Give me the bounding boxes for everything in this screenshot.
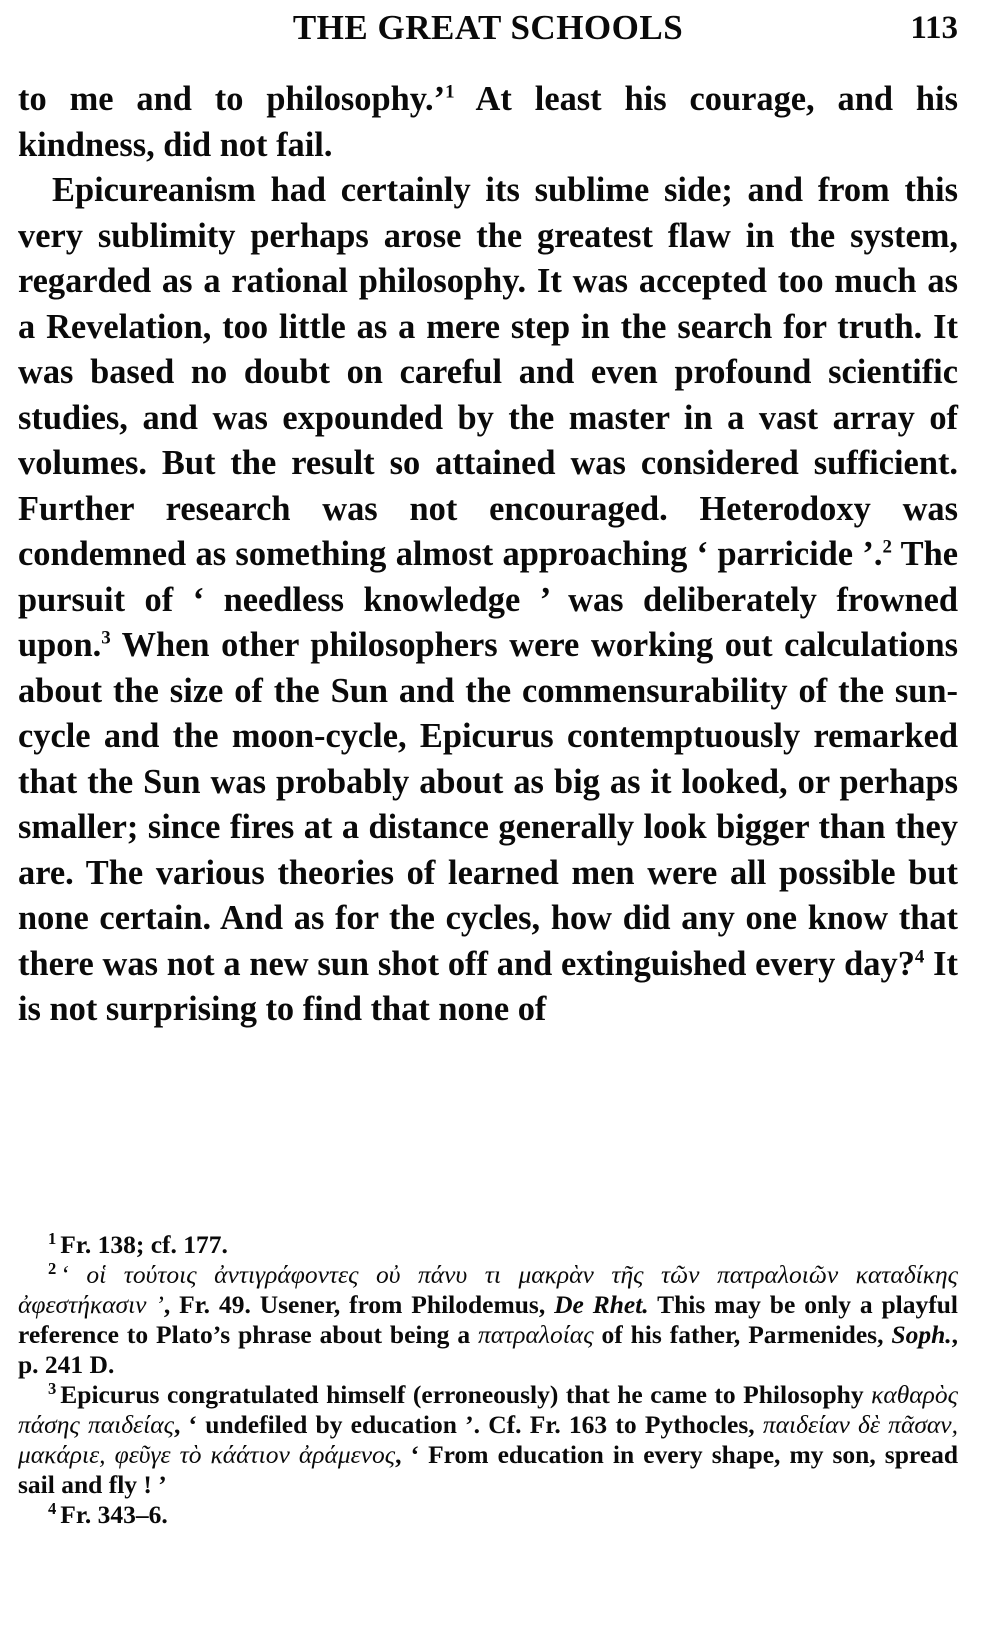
footnote-2-greek-word: πατραλοίας xyxy=(478,1320,594,1349)
paragraph-1 xyxy=(18,77,958,168)
footnote-1-mark: 1 xyxy=(48,1228,57,1248)
paragraph-2-text-a: Epicureanism had certainly its sublime side; and from this very sublimity perhaps arose the greatest flaw in the system, regarded as a rational philosophy. It was accepted too much as a Revelation, too little as a mere step in the search for truth. It was based no doubt on careful and even profound scientific studies, and was expounded by the master in a vast array of volumes. But the result so attained was considered sufficient. Further research was not encouraged. Heterodoxy was condemned as something almost approaching ‘ parricide ’. xyxy=(18,171,958,573)
footnote-1 xyxy=(18,1230,958,1260)
paragraph-1-text-a: to me and to philosophy.’ xyxy=(18,80,446,118)
paragraph-2 xyxy=(18,168,958,1033)
footnote-3-greek-phrase: καθαρὸς πάσης παιδείας xyxy=(18,1380,958,1439)
footnote-2-text-a: , Fr. 49. Usener, from Philodemus, xyxy=(163,1290,555,1319)
footnote-2-mark: 2 xyxy=(48,1258,57,1278)
paragraph-1-text-b: At least his courage, and his kindness, did not fail. xyxy=(18,80,958,164)
paragraph-2-text-b: The pursuit of ‘ needless knowledge ’ was deliberately frowned upon. xyxy=(18,535,958,664)
paragraph-2-text-d: It is not surprising to find that none of xyxy=(18,944,959,1028)
footnote-ref-1: 1 xyxy=(445,81,455,103)
page-number: 113 xyxy=(910,10,958,46)
footnote-3-mark: 3 xyxy=(48,1378,57,1398)
footnote-ref-4: 4 xyxy=(914,946,925,968)
footnote-3-text-b: , ‘ undefiled by education ’. Cf. Fr. 163 to Pythocles, xyxy=(173,1410,763,1439)
footnote-2-text-d: , p. 241 D. xyxy=(18,1320,959,1379)
footnote-ref-2: 2 xyxy=(882,536,892,558)
footnote-1-text: Fr. 138; cf. 177. xyxy=(60,1230,228,1259)
footnote-3 xyxy=(18,1380,958,1500)
footnote-4-mark: 4 xyxy=(48,1498,57,1518)
footnote-2-title-soph: Soph. xyxy=(891,1320,952,1349)
footnote-2-text-b: This may be only a playful reference to Plato’s phrase about being a xyxy=(18,1290,958,1349)
footnote-2-text-c: of his father, Parmenides, xyxy=(593,1320,892,1349)
footnote-3-text-c: , ‘ From education in every shape, my son, spread sail and fly ! ’ xyxy=(18,1440,958,1499)
footnote-4-text: Fr. 343–6. xyxy=(60,1500,168,1529)
footnote-2-title-de-rhet: De Rhet. xyxy=(554,1290,649,1319)
body-text xyxy=(18,77,958,1033)
paragraph-2-text-c: When other philosophers were working out calculations about the size of the Sun and the commensurability of the sun-cycle and the moon-cycle, Epicurus contemptuously remarked that the Sun was probably about as big as it looked, or perhaps smaller; since fires at a distance generally look bigger than they are. The various theories of learned men were all possible but none certain. And as for the cycles, how did any one know that there was not a new sun shot off and extinguished every day? xyxy=(18,626,958,983)
running-title: THE GREAT SCHOOLS xyxy=(292,8,684,47)
footnote-2 xyxy=(18,1260,958,1380)
footnote-ref-3: 3 xyxy=(101,627,111,649)
footnote-2-greek-quote: ‘ οἱ τούτοις ἀντιγράφοντες οὐ πάνυ τι μακρὰν τῆς τῶν πατραλοιῶν καταδίκης ἀφεστήκασιν ’ xyxy=(18,1260,958,1319)
running-head xyxy=(18,6,958,54)
footnote-4 xyxy=(18,1500,958,1530)
footnotes xyxy=(18,1230,958,1530)
footnote-3-greek-quote: παιδείαν δὲ πᾶσαν, μακάριε, φεῦγε τὸ κάάτιον ἀράμενος xyxy=(18,1410,958,1469)
footnote-3-text-a: Epicurus congratulated himself (erroneously) that he came to Philosophy xyxy=(60,1380,872,1409)
